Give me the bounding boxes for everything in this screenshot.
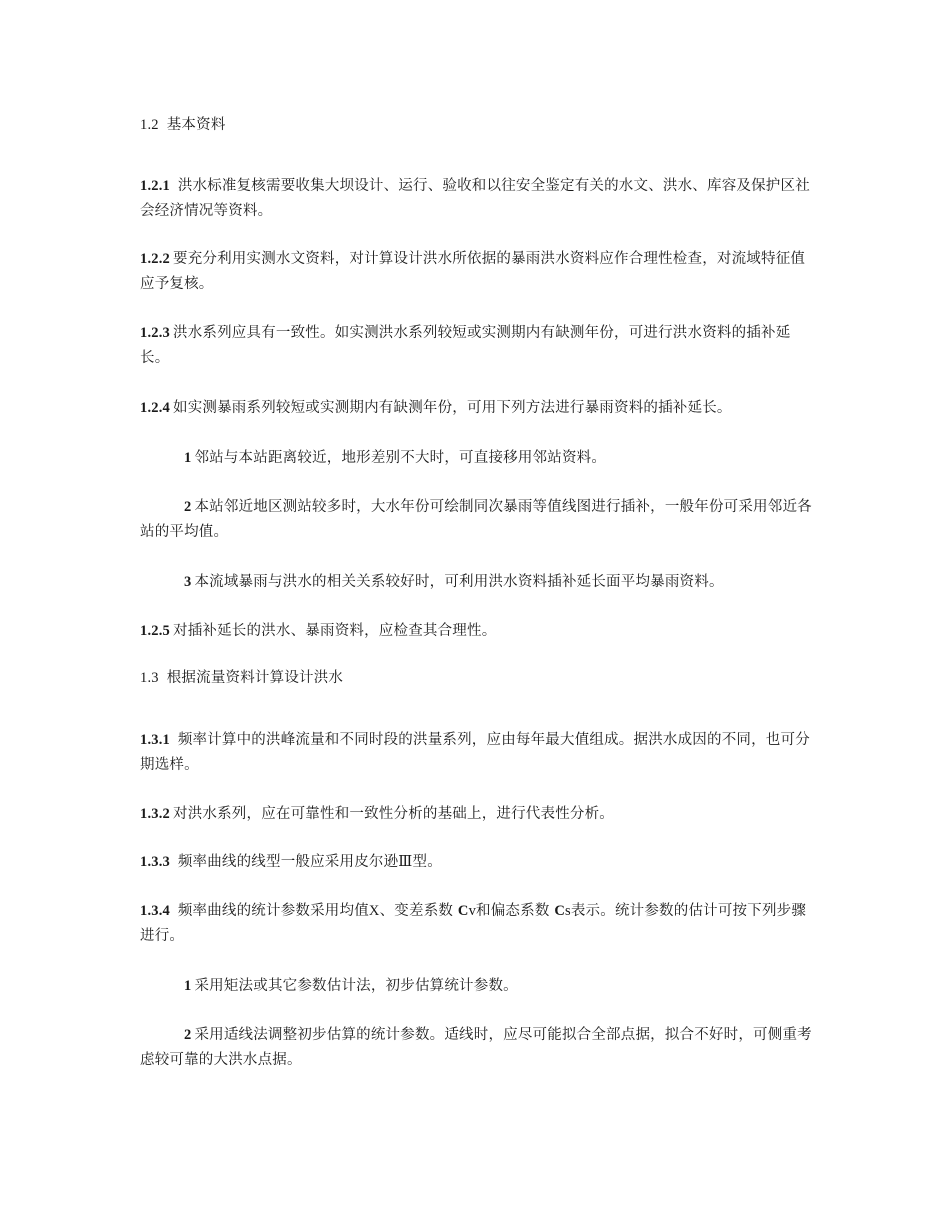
clause-1-2-5 [140,619,812,644]
clause-number: 1.3.1 [140,732,170,748]
clause-number: 1.3.4 [140,903,170,919]
clause-1-3-3 [140,850,812,875]
clause-1-2-1 [140,174,812,224]
item-number: 2 [184,499,192,515]
clause-number: 1.3.3 [140,854,170,870]
symbol-cs-s: s [565,903,571,919]
clause-1-3-2 [140,802,812,827]
clause-text: 频率曲线的线型一般应采用皮尔逊Ⅲ型。 [177,854,442,870]
clause-text: 如实测暴雨系列较短或实测期内有缺测年份，可用下列方法进行暴雨资料的插补延长。 [173,400,732,416]
clause-text-part-b: 、变差系数 [379,903,454,919]
section-number: 1.3 [140,670,159,686]
clause-text-part-a: 频率曲线的统计参数采用均值 [177,903,369,919]
clause-number: 1.2.3 [140,325,170,341]
clause-1-2-2 [140,247,812,297]
clause-number: 1.3.2 [140,806,170,822]
section-number: 1.2 [140,117,159,133]
clause-text: 洪水标准复核需要收集大坝设计、运行、验收和以往安全鉴定有关的水文、洪水、库容及保护区社会经济情况等资料。 [140,178,810,219]
clause-text: 频率计算中的洪峰流量和不同时段的洪量系列，应由每年最大值组成。据洪水成因的不同，也可分期选样。 [140,732,810,773]
clause-1-2-4-item-1 [140,446,812,471]
clause-number: 1.2.2 [140,251,170,267]
section-heading-1-3 [140,666,812,691]
clause-text: 对洪水系列，应在可靠性和一致性分析的基础上，进行代表性分析。 [173,806,614,822]
item-number: 1 [184,450,192,466]
clause-text-part-d: 表示。统计参数的估计可按下列步骤进行。 [140,903,807,944]
item-text: 采用矩法或其它参数估计法，初步估算统计参数。 [194,978,518,994]
symbol-cs-c: C [554,903,566,919]
clause-number: 1.2.5 [140,623,170,639]
clause-text: 要充分利用实测水文资料，对计算设计洪水所依据的暴雨洪水资料应作合理性检查，对流域特征值应予复核。 [140,251,806,292]
clause-1-2-4 [140,396,812,421]
clause-number: 1.2.4 [140,400,170,416]
item-text: 采用适线法调整初步估算的统计参数。适线时，应尽可能拟合全部点据，拟合不好时，可侧重考虑较可靠的大洪水点据。 [140,1027,812,1068]
clause-number: 1.2.1 [140,178,170,194]
clause-text: 对插补延长的洪水、暴雨资料，应检查其合理性。 [173,623,497,639]
item-text: 本流域暴雨与洪水的相关关系较好时，可利用洪水资料插补延长面平均暴雨资料。 [194,574,724,590]
clause-1-3-4 [140,899,812,949]
clause-1-3-4-item-2 [140,1023,812,1073]
item-number: 1 [184,978,192,994]
item-text: 本站邻近地区测站较多时，大水年份可绘制同次暴雨等值线图进行插补，一般年份可采用邻近各站的平均值。 [140,499,812,540]
item-text: 邻站与本站距离较近，地形差别不大时，可直接移用邻站资料。 [194,450,607,466]
item-number: 3 [184,574,192,590]
clause-1-2-4-item-3 [140,570,812,595]
clause-1-2-4-item-2 [140,495,812,545]
clause-text: 洪水系列应具有一致性。如实测洪水系列较短或实测期内有缺测年份，可进行洪水资料的插补延长。 [140,325,791,366]
clause-1-2-3 [140,321,812,371]
clause-1-3-4-item-1 [140,974,812,999]
clause-1-3-1 [140,728,812,778]
item-number: 2 [184,1027,192,1043]
symbol-cv-c: C [457,903,469,919]
section-heading-1-2 [140,113,812,138]
clause-text-part-c: 和偏态系数 [476,903,550,919]
symbol-mean-x: X [368,903,380,919]
symbol-cv-v: v [468,903,477,919]
section-title: 根据流量资料计算设计洪水 [166,670,344,686]
section-title: 基本资料 [166,117,226,133]
